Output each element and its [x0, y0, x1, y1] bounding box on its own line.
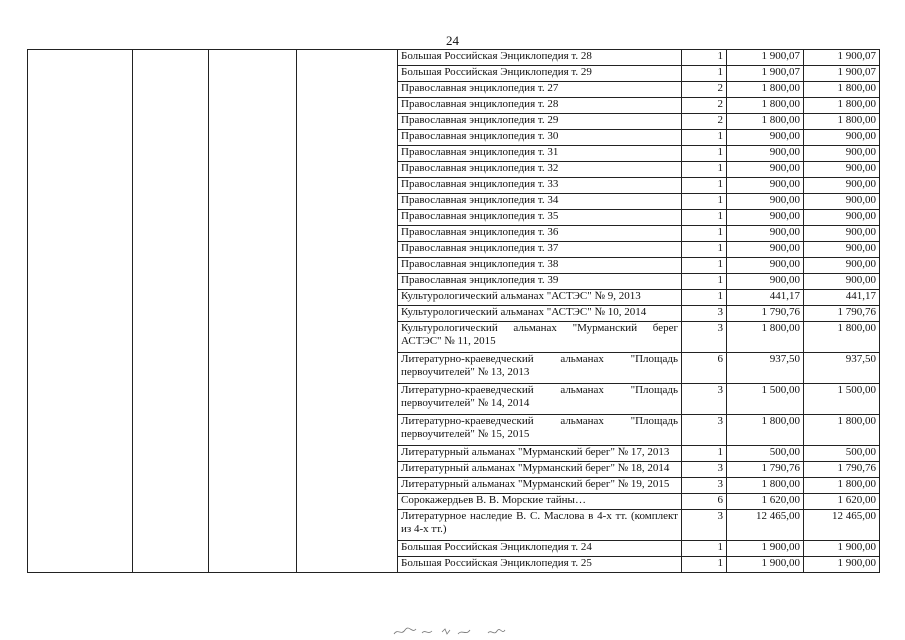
price-cell: 900,00: [727, 178, 804, 194]
total-cell: 1 900,00: [804, 541, 880, 557]
quantity-cell: 1: [682, 162, 727, 178]
price-cell: 900,00: [727, 258, 804, 274]
item-name-cell: Литературный альманах "Мурманский берег" № 18, 2014: [398, 462, 682, 478]
empty-column-col-3: [209, 50, 297, 573]
total-cell: 1 900,07: [804, 50, 880, 66]
item-name-cell: Православная энциклопедия т. 32: [398, 162, 682, 178]
quantity-cell: 2: [682, 82, 727, 98]
item-name-cell: Литературно-краеведческий альманах "Площадь первоучителей" № 15, 2015: [398, 415, 682, 446]
price-cell: 900,00: [727, 130, 804, 146]
total-cell: 900,00: [804, 178, 880, 194]
price-cell: 1 790,76: [727, 306, 804, 322]
price-cell: 1 900,00: [727, 557, 804, 573]
price-cell: 900,00: [727, 210, 804, 226]
item-name-cell: Православная энциклопедия т. 37: [398, 242, 682, 258]
item-name-cell: Православная энциклопедия т. 33: [398, 178, 682, 194]
total-cell: 1 790,76: [804, 462, 880, 478]
quantity-cell: 1: [682, 66, 727, 82]
price-cell: 1 790,76: [727, 462, 804, 478]
price-cell: 1 800,00: [727, 82, 804, 98]
quantity-cell: 1: [682, 242, 727, 258]
price-cell: 1 800,00: [727, 478, 804, 494]
total-cell: 1 790,76: [804, 306, 880, 322]
total-cell: 500,00: [804, 446, 880, 462]
quantity-cell: 3: [682, 510, 727, 541]
quantity-cell: 1: [682, 258, 727, 274]
price-cell: 1 800,00: [727, 98, 804, 114]
total-cell: 1 800,00: [804, 415, 880, 446]
total-cell: 900,00: [804, 162, 880, 178]
item-name-cell: Православная энциклопедия т. 28: [398, 98, 682, 114]
total-cell: 1 620,00: [804, 494, 880, 510]
total-cell: 1 800,00: [804, 82, 880, 98]
quantity-cell: 1: [682, 146, 727, 162]
item-name-cell: Православная энциклопедия т. 29: [398, 114, 682, 130]
total-cell: 441,17: [804, 290, 880, 306]
price-cell: 937,50: [727, 353, 804, 384]
price-cell: 1 900,00: [727, 541, 804, 557]
quantity-cell: 1: [682, 557, 727, 573]
item-name-cell: Большая Российская Энциклопедия т. 24: [398, 541, 682, 557]
item-name-cell: Православная энциклопедия т. 34: [398, 194, 682, 210]
total-cell: 900,00: [804, 146, 880, 162]
total-cell: 900,00: [804, 242, 880, 258]
quantity-cell: 3: [682, 478, 727, 494]
item-name-cell: Литературный альманах "Мурманский берег" № 19, 2015: [398, 478, 682, 494]
total-cell: 900,00: [804, 210, 880, 226]
quantity-cell: 3: [682, 384, 727, 415]
item-name-cell: Православная энциклопедия т. 39: [398, 274, 682, 290]
item-name-cell: Литературно-краеведческий альманах "Площадь первоучителей" № 13, 2013: [398, 353, 682, 384]
item-name-cell: Православная энциклопедия т. 38: [398, 258, 682, 274]
price-cell: 900,00: [727, 226, 804, 242]
total-cell: 900,00: [804, 226, 880, 242]
total-cell: 900,00: [804, 274, 880, 290]
empty-column-col-4: [297, 50, 398, 573]
price-cell: 900,00: [727, 146, 804, 162]
total-cell: 900,00: [804, 194, 880, 210]
price-cell: 900,00: [727, 274, 804, 290]
total-cell: 1 800,00: [804, 322, 880, 353]
quantity-cell: 1: [682, 290, 727, 306]
item-name-cell: Православная энциклопедия т. 31: [398, 146, 682, 162]
price-cell: 1 900,07: [727, 50, 804, 66]
quantity-cell: 1: [682, 178, 727, 194]
price-cell: 12 465,00: [727, 510, 804, 541]
item-name-cell: Сорокажердьев В. В. Морские тайны…: [398, 494, 682, 510]
total-cell: 1 800,00: [804, 478, 880, 494]
price-cell: 1 800,00: [727, 114, 804, 130]
quantity-cell: 1: [682, 541, 727, 557]
total-cell: 12 465,00: [804, 510, 880, 541]
price-cell: 900,00: [727, 162, 804, 178]
price-cell: 441,17: [727, 290, 804, 306]
quantity-cell: 1: [682, 274, 727, 290]
total-cell: 1 500,00: [804, 384, 880, 415]
item-name-cell: Литературный альманах "Мурманский берег" № 17, 2013: [398, 446, 682, 462]
quantity-cell: 3: [682, 415, 727, 446]
quantity-cell: 3: [682, 462, 727, 478]
quantity-cell: 2: [682, 114, 727, 130]
total-cell: 1 800,00: [804, 98, 880, 114]
total-cell: 1 800,00: [804, 114, 880, 130]
quantity-cell: 1: [682, 210, 727, 226]
quantity-cell: 6: [682, 494, 727, 510]
price-cell: 1 800,00: [727, 415, 804, 446]
total-cell: 900,00: [804, 130, 880, 146]
item-name-cell: Литературно-краеведческий альманах "Площадь первоучителей" № 14, 2014: [398, 384, 682, 415]
total-cell: 1 900,00: [804, 557, 880, 573]
price-cell: 1 900,07: [727, 66, 804, 82]
quantity-cell: 3: [682, 306, 727, 322]
item-name-cell: Культурологический альманах "АСТЭС" № 10, 2014: [398, 306, 682, 322]
empty-column-col-1: [28, 50, 133, 573]
inventory-table: [27, 49, 880, 573]
handwritten-signature: [392, 624, 522, 638]
item-name-cell: Большая Российская Энциклопедия т. 28: [398, 50, 682, 66]
empty-column-col-2: [133, 50, 209, 573]
price-cell: 900,00: [727, 194, 804, 210]
quantity-cell: 1: [682, 50, 727, 66]
total-cell: 900,00: [804, 258, 880, 274]
price-cell: 1 800,00: [727, 322, 804, 353]
quantity-cell: 1: [682, 226, 727, 242]
price-cell: 1 500,00: [727, 384, 804, 415]
price-cell: 900,00: [727, 242, 804, 258]
total-cell: 937,50: [804, 353, 880, 384]
quantity-cell: 3: [682, 322, 727, 353]
item-name-cell: Православная энциклопедия т. 35: [398, 210, 682, 226]
quantity-cell: 1: [682, 194, 727, 210]
total-cell: 1 900,07: [804, 66, 880, 82]
quantity-cell: 6: [682, 353, 727, 384]
quantity-cell: 1: [682, 130, 727, 146]
quantity-cell: 1: [682, 446, 727, 462]
item-name-cell: Культурологический альманах "Мурманский берег АСТЭС" № 11, 2015: [398, 322, 682, 353]
item-name-cell: Большая Российская Энциклопедия т. 29: [398, 66, 682, 82]
quantity-cell: 2: [682, 98, 727, 114]
item-name-cell: Литературное наследие В. С. Маслова в 4-х тт. (комплект из 4-х тт.): [398, 510, 682, 541]
item-name-cell: Православная энциклопедия т. 27: [398, 82, 682, 98]
inventory-table-body: [28, 50, 880, 573]
price-cell: 1 620,00: [727, 494, 804, 510]
table-row: [28, 50, 880, 66]
price-cell: 500,00: [727, 446, 804, 462]
item-name-cell: Большая Российская Энциклопедия т. 25: [398, 557, 682, 573]
item-name-cell: Православная энциклопедия т. 36: [398, 226, 682, 242]
item-name-cell: Культурологический альманах "АСТЭС" № 9, 2013: [398, 290, 682, 306]
item-name-cell: Православная энциклопедия т. 30: [398, 130, 682, 146]
page-number: 24: [446, 33, 459, 48]
